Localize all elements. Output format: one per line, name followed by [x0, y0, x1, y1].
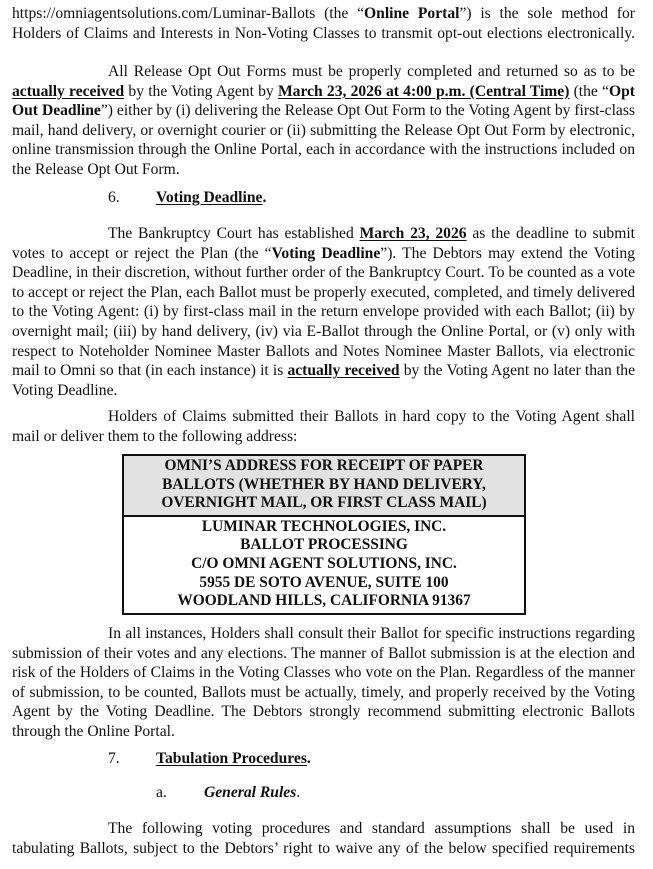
paragraph-tabulation [12, 819, 635, 858]
section-number: 6. [108, 189, 120, 206]
section-title-period: . [306, 750, 311, 767]
defined-term-online-portal: Online Portal [364, 5, 460, 22]
section-number: 7. [108, 750, 120, 767]
address-box-body [124, 517, 524, 613]
text: ”). The Debtors may extend the Voting Deadline, in their discretion, without further order of the Bankruptcy Court. To be counted as a vote to accept or reject the Plan, each Ballot must be properly executed, completed, and timely delivered to the Voting Agent: (i) by first-class mail in the return envelope provided with each Ballot; (ii) by overnight mail; (iii) by hand delivery, (iv) via E-Ballot through the Online Portal, or (v) only with respect to Noteholder Nominee Master Ballots and Notes Nominee Master Ballots, via electronic mail to Omni so that (in each instance) it is [12, 244, 635, 380]
text: https://omniagentsolutions.com/Luminar-Ballots (the “ [12, 5, 365, 22]
text: All Release Opt Out Forms must be properly completed and returned so as to be [108, 63, 635, 80]
defined-term-voting-deadline: Voting Deadline [271, 244, 381, 262]
address-box-header [124, 456, 524, 517]
voting-deadline-date: March 23, 2026 [359, 225, 467, 242]
text: (the “ [569, 82, 609, 100]
paragraph-voting-deadline [12, 224, 635, 400]
emphasis-actually-received: actually received [287, 362, 400, 380]
header-line: OVERNIGHT MAIL, OR FIRST CLASS MAIL) [161, 494, 487, 512]
section-heading-voting-deadline [108, 188, 266, 208]
paragraph-hard-copy-address [12, 407, 635, 446]
text: ”) is the sole method for Holders of Claims and Interests in Non-Voting Classes to transmit opt-out elections electronically. [12, 5, 635, 42]
section-heading-tabulation-procedures [108, 749, 311, 769]
paragraph-online-portal [12, 4, 635, 43]
address-line: 5955 DE SOTO AVENUE, SUITE 100 [199, 573, 449, 591]
subsection-title: General Rules [204, 784, 297, 801]
section-title: Voting Deadline [156, 189, 263, 206]
address-line: C/O OMNI AGENT SOLUTIONS, INC. [191, 554, 457, 572]
text: The following voting procedures and standard assumptions shall be used in tabulating Ballots, subject to the Debtors’ right to waive any of the below specified requirements [12, 820, 635, 857]
defined-term-opt-out-deadline: Opt Out Deadline [12, 82, 635, 120]
header-line: OMNI’S ADDRESS FOR RECEIPT OF PAPER [164, 457, 484, 474]
address-line: LUMINAR TECHNOLOGIES, INC. [201, 517, 447, 535]
section-title-period: . [262, 189, 267, 206]
subsection-letter: a. [156, 784, 167, 801]
section-title: Tabulation Procedures [156, 750, 307, 767]
address-line: BALLOT PROCESSING [240, 536, 408, 554]
opt-out-deadline-date: March 23, 2026 at 4:00 p.m. (Central Time) [277, 82, 570, 100]
text: by the Voting Agent by [124, 82, 278, 100]
subsection-heading-general-rules [156, 783, 300, 803]
header-line: BALLOTS (WHETHER BY HAND DELIVERY, [162, 475, 486, 493]
paragraph-ballot-submission [12, 624, 635, 742]
text: by the Voting Agent no later than the Voting Deadline. [12, 362, 635, 399]
text: ”) either by (i) delivering the Release Opt Out Form to the Voting Agent by first-class mail, hand delivery, or overnight courier or (ii) submitting the Release Opt Out Form by electronic, online transmission through the Online Portal, each in accordance with the instructions included on the Release Opt Out Form. [12, 102, 635, 178]
text: In all instances, Holders shall consult their Ballot for specific instructions regarding submission of their votes and any elections. The manner of Ballot submission is at the election and risk of the Holders of Claims in the Voting Classes who vote on the Plan. Regardless of the manner of submission, to be counted, Ballots must be actually, timely, and properly received by the Voting Agent by the Voting Deadline. The Debtors strongly recommend submitting electronic Ballots through the Online Portal. [12, 625, 635, 740]
text: as the deadline to submit votes to accept or reject the Plan (the “ [12, 225, 635, 262]
paragraph-opt-out-deadline [12, 62, 635, 180]
text: The Bankruptcy Court has established [108, 225, 360, 242]
subsection-title-period: . [296, 784, 301, 801]
text: Holders of Claims submitted their Ballots in hard copy to the Voting Agent shall mail or deliver them to the following address: [12, 408, 635, 445]
address-box [122, 454, 526, 615]
address-line: WOODLAND HILLS, CALIFORNIA 91367 [177, 592, 471, 610]
emphasis-actually-received: actually received [12, 82, 125, 100]
